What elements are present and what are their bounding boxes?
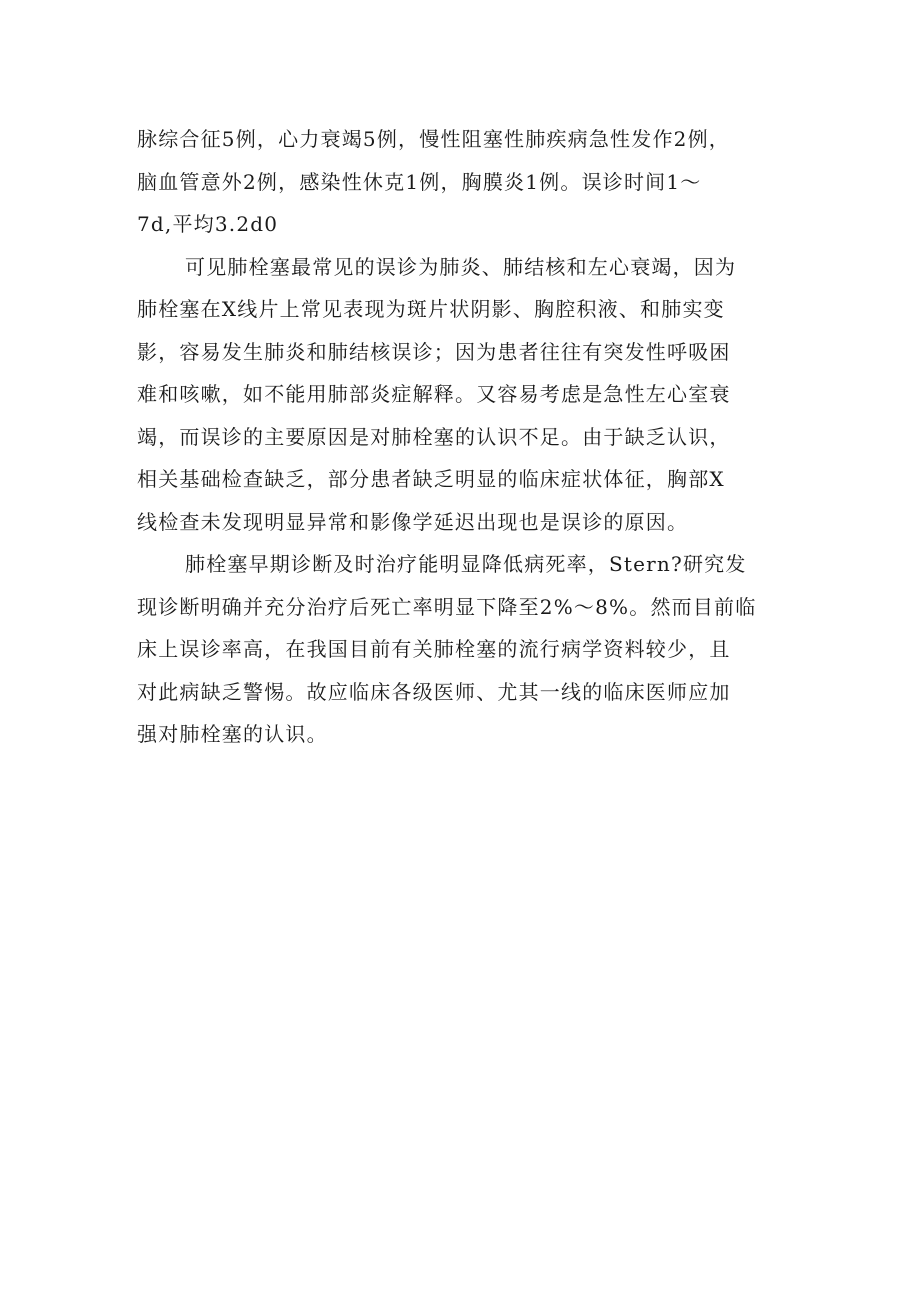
text-line: 可见肺栓塞最常见的误诊为肺炎、肺结核和左心衰竭，因为 xyxy=(185,254,737,279)
text-line: 脉综合征5例，心力衰竭5例，慢性阻塞性肺疾病急性发作2例， xyxy=(137,127,730,151)
text-line: 肺栓塞早期诊断及时治疗能明显降低病死率，Stern?研究发 xyxy=(185,552,747,576)
text-line: 竭，而误诊的主要原因是对肺栓塞的认识不足。由于缺乏认识， xyxy=(137,424,731,449)
text-line: 难和咳嗽，如不能用肺部炎症解释。又容易考虑是急性左心室衰 xyxy=(137,382,731,406)
text-line: 现诊断明确并充分治疗后死亡率明显下降至2%～8%。然而目前临 xyxy=(137,594,757,619)
text-line: 脑血管意外2例，感染性休克1例，胸膜炎1例。误诊时间1～ xyxy=(137,169,702,194)
text-line: 对此病缺乏警惕。故应临床各级医师、尤其一线的临床医师应加 xyxy=(137,679,731,704)
paragraph-case-list xyxy=(137,118,807,246)
text-line: 影，容易发生肺炎和肺结核误诊；因为患者往往有突发性呼吸困 xyxy=(137,339,731,364)
text-line: 强对肺栓塞的认识。 xyxy=(137,722,328,746)
text-line: 床上误诊率高，在我国目前有关肺栓塞的流行病学资料较少，且 xyxy=(137,637,731,661)
paragraph-early-diagnosis xyxy=(137,543,807,756)
text-line: 肺栓塞在X线片上常见表现为斑片状阴影、胸腔积液、和肺实变 xyxy=(137,297,725,321)
text-line: 线检查未发现明显异常和影像学延迟出现也是误诊的原因。 xyxy=(137,509,689,534)
text-line: 7d,平均3.2d0 xyxy=(137,212,279,236)
body-text xyxy=(137,118,807,756)
paragraph-misdiagnosis-causes xyxy=(137,246,807,544)
text-line: 相关基础检查缺乏，部分患者缺乏明显的临床症状体征，胸部X xyxy=(137,467,725,491)
